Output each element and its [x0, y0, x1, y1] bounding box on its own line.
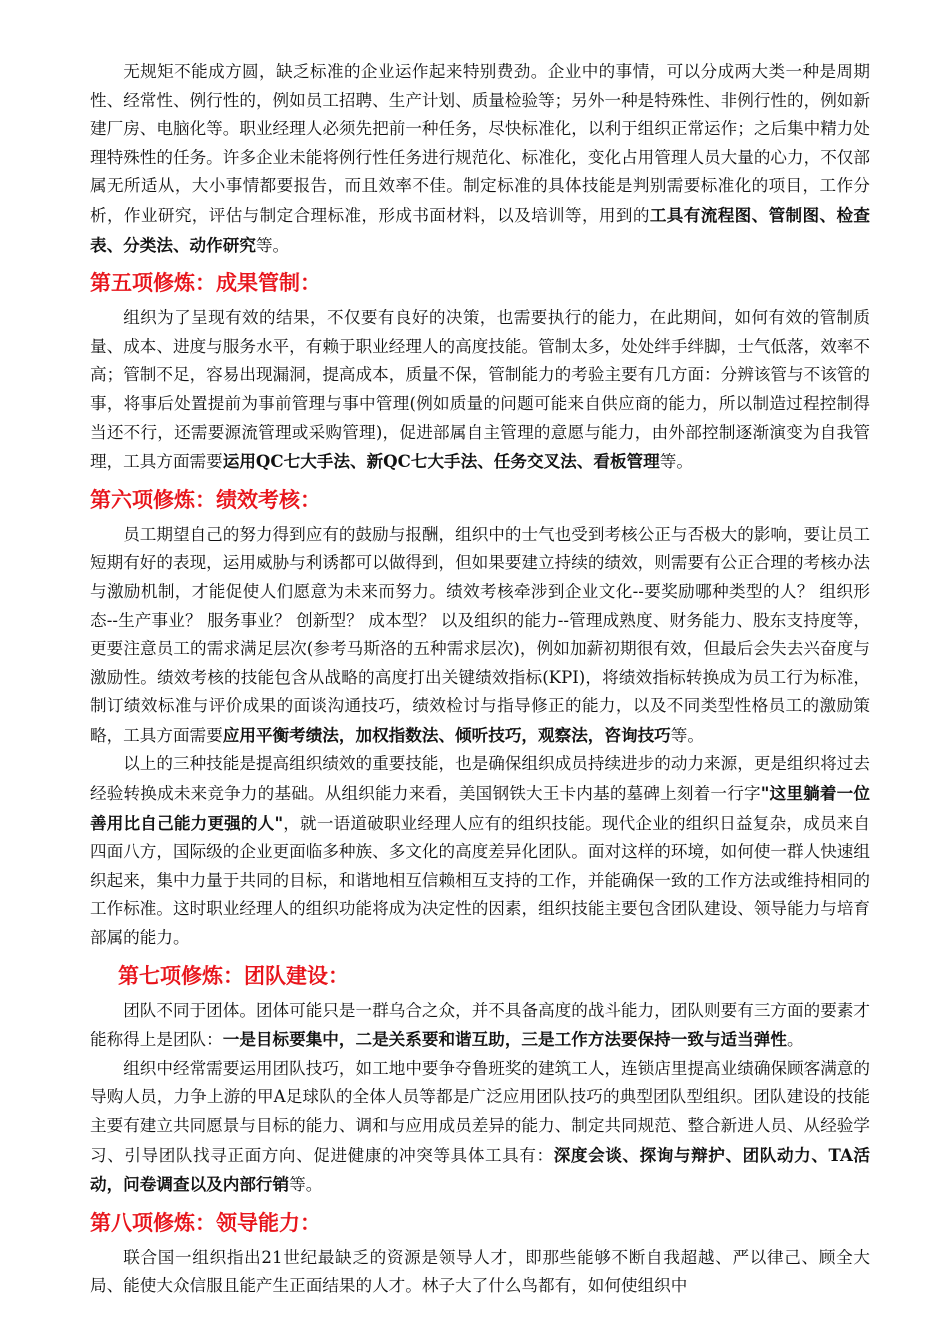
- body-text: 员工期望自己的努力得到应有的鼓励与报酬，组织中的士气也受到考核公正与否极大的影响，要让员工短期有好的表现，运用威胁与利诱都可以做得到，但如果要建立持续的绩效，则需要有公正合理的考核办法与激励机制，才能促使人们愿意为未来而努力。绩效考核牵涉到企业文化--要奖励哪种类型的人？ 组织形态--生产事业？ 服务事业？ 创新型？ 成本型？ 以及组织的能力--管理成熟度、财务能力、股东支持度等，更要注意员工的需求满足层次(参考马斯洛的五种需求层次)，例如加薪初期很有效，但最后会失去兴奋度与激励性。绩效考核的技能包含从战略的高度打出关键绩效指标(KPI)，将绩效指标转换成为员工行为标准，制订绩效标准与评价成果的面谈沟通技巧，绩效检讨与指导修正的能力，以及不同类型性格员工的激励策略，工具方面需要: [90, 524, 870, 745]
- bold-text: 应用平衡考绩法，加权指数法、倾听技巧，观察法，咨询技巧: [222, 724, 671, 745]
- section6-paragraph-1: [90, 521, 870, 751]
- body-text: 等。: [659, 452, 693, 472]
- section8-paragraph: [90, 1244, 870, 1301]
- body-text: 等。: [255, 235, 290, 255]
- body-text: 以上的三种技能是提高组织绩效的重要技能，也是确保组织成员持续进步的动力来源，更是组织将过去经验转换成未来竞争力的基础。从组织能力来看，美国钢铁大王卡内基的墓碑上刻着一行字: [90, 754, 870, 804]
- section4-paragraph: [90, 58, 870, 260]
- bold-text: 工具有流程图、管制图、检查表、分类法、动作研究: [90, 204, 871, 255]
- section7-heading: 第七项修炼：团队建设：: [118, 963, 349, 988]
- body-text: ，就一语道破职业经理人应有的组织技能。现代企业的组织日益复杂，成员来自四面八方，国际级的企业更面临多种族、多文化的高度差异化团队。面对这样的环境，如何使一群人快速组织起来，集中力量于共同的目标，和谐地相互信赖相互支持的工作，并能确保一致的工作方法或维持相同的工作标准。这时职业经理人的组织功能将成为决定性的因素，组织技能主要包含团队建设、领导能力与培育部属的能力。: [90, 813, 870, 948]
- section7-paragraph-1: [90, 997, 870, 1055]
- body-text: 团队不同于团体。团体可能只是一群乌合之众，并不具备高度的战斗能力，团队则要有三方面的要素才能称得上是团队：: [90, 1000, 870, 1050]
- body-text: 等。: [670, 725, 704, 745]
- body-text: 组织为了呈现有效的结果，不仅要有良好的决策，也需要执行的能力，在此期间，如何有效的管制质量、成本、进度与服务水平，有赖于职业经理人的高度技能。管制太多，处处绊手绊脚，士气低落，效率不高；管制不足，容易出现漏洞，提高成本，质量不保，管制能力的考验主要有几方面：分辨该管与不该管的事，将事后处置提前为事前管理与事中管理(例如质量的问题可能来自供应商的能力，所以制造过程控制得当还不行，还需要源流管理或采购管理)，促进部属自主管理的意愿与能力，由外部控制逐渐演变为自我管理，工具方面需要: [90, 308, 870, 472]
- body-text: 。: [786, 1030, 804, 1050]
- document-page: [90, 58, 870, 1301]
- section5-heading: 第五项修炼：成果管制：: [90, 271, 321, 296]
- section6-paragraph-2: [90, 750, 870, 952]
- section5-paragraph: [90, 304, 870, 477]
- section6-heading: 第六项修炼：绩效考核：: [90, 487, 321, 512]
- bold-text: 运用QC七大手法、新QC七大手法、任务交叉法、看板管理: [222, 451, 660, 472]
- body-text: 联合国一组织指出21世纪最缺乏的资源是领导人才，即那些能够不断自我超越、严以律己、顾全大局、能使大众信服且能产生正面结果的人才。林子大了什么鸟都有，如何使组织中: [90, 1247, 870, 1296]
- bold-text: 深度会谈、探询与辩护、团队动力、TA活动，问卷调查以及内部行销: [90, 1144, 870, 1195]
- section8-heading: 第八项修炼：领导能力：: [90, 1210, 321, 1235]
- body-text: 等。: [289, 1175, 323, 1195]
- bold-quote: "这里躺着一位善用比自己能力更强的人": [90, 783, 870, 833]
- body-text: 无规矩不能成方圆，缺乏标准的企业运作起来特别费劲。企业中的事情，可以分成两大类一种是周期性、经常性、例行性的，例如员工招聘、生产计划、质量检验等；另外一种是特殊性、非例行性的，例如新建厂房、电脑化等。职业经理人必须先把前一种任务，尽快标准化，以利于组织正常运作；之后集中精力处理特殊性的任务。许多企业未能将例行性任务进行规范化、标准化，变化占用管理人员大量的心力，不仅部属无所适从，大小事情都要报告，而且效率不佳。制定标准的具体技能是判别需要标准化的项目，工作分析，作业研究，评估与制定合理标准，形成书面材料，以及培训等，用到的: [90, 62, 870, 225]
- body-text: 组织中经常需要运用团队技巧，如工地中要争夺鲁班奖的建筑工人，连锁店里提高业绩确保顾客满意的导购人员，力争上游的甲A足球队的全体人员等都是广泛应用团队技巧的典型团队型组织。团队建设的技能主要有建立共同愿景与目标的能力、调和与应用成员差异的能力、制定共同规范、整合新进人员、从经验学习、引导团队找寻正面方向、促进健康的冲突等具体工具有：: [90, 1058, 870, 1165]
- bold-text: 一是目标要集中，二是关系要和谐互助，三是工作方法要保持一致与适当弹性: [222, 1029, 787, 1050]
- section7-paragraph-2: [90, 1055, 870, 1200]
